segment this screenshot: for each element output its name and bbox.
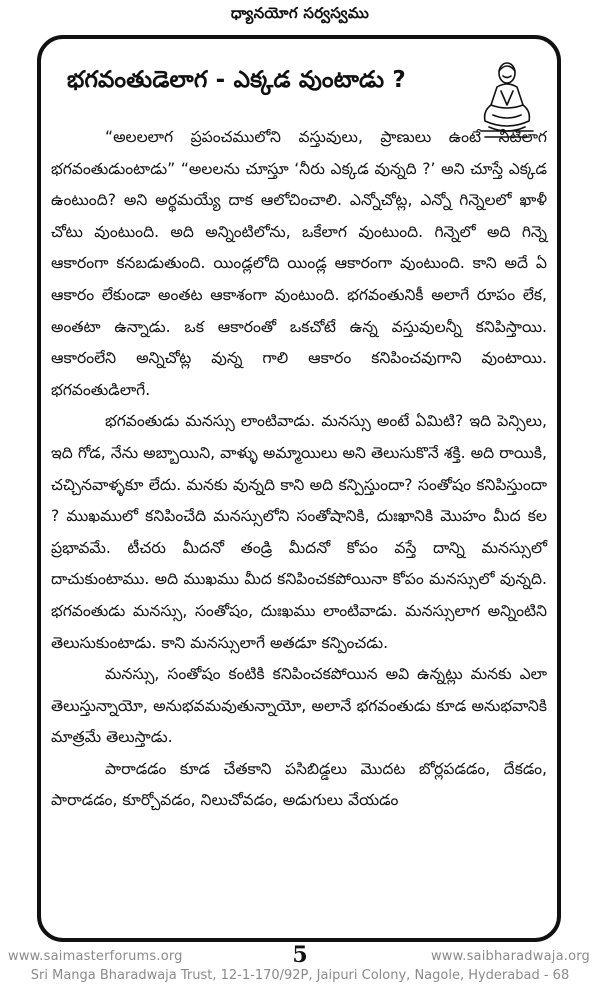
paragraph: పారాడడం కూడ చేతకాని పసిబిడ్డలు మొదట బోర్లపడడం, దేకడం, పారాడడం, కూర్చోవడం, నిలుచోవడం, అడుగులు వేయడం	[51, 759, 547, 810]
footer-site-right[interactable]: www.saibharadwaja.org	[430, 949, 590, 964]
page-frame	[37, 35, 561, 942]
article-body	[51, 122, 547, 817]
paragraph: “అలలలాగ ప్రపంచములోని వస్తువులు, ప్రాణులు ఉంటే నీటిలాగ భగవంతుడుంటాడు” “అలలను చూస్తూ ‘నీరు ఎక్కడ వున్నది ?’ అని చూస్తే ఎక్కడ ఉంటుంది? అని అర్థమయ్యే దాక ఆలోచించాలి. ఎన్నోచోట్ల, ఎన్నో గిన్నెలలో ఖాళీ చోటు వుంటుంది. అది అన్నింటిలోను, ఒకేలాగ వుంటుంది. గిన్నెలో అది గిన్నె ఆకారంగా కనబడుతుంది. యిండ్లలోది యిండ్ల ఆకారంగా వుంటుంది. కాని అదే ఏ ఆకారం లేకుండా అంతట ఆకాశంగా వుంటుంది. భగవంతునికీ అలాగే రూపం లేక, అంతటా ఉన్నాడు. ఒక ఆకారంతో ఒకచోటే ఉన్న వస్తువులన్నీ కనిపిస్తాయి. ఆకారంలేని అన్నిచోట్ల వున్న గాలి ఆకారం కనిపించవుగాని వుంటాయి. భగవంతుడిలాగే.	[51, 128, 547, 399]
running-head: ధ్యానయోగ సర్వస్వము	[230, 4, 370, 22]
footer-address: Sri Manga Bharadwaja Trust, 12-1-170/92P, Jaipuri Colony, Nagole, Hyderabad - 68	[30, 968, 570, 983]
paragraph: మనస్సు, సంతోషం కంటికి కనిపించకపోయిన అవి ఉన్నట్లు మనకు ఎలా తెలుస్తున్నాయో, అనుభవమవుతున్నాయో, అలానే భగవంతుడు కూడ అనుభవానికి మాత్రమే తెలుస్తాడు.	[51, 665, 547, 747]
page-number: 5	[292, 942, 308, 968]
footer-site-left[interactable]: www.saimasterforums.org	[8, 949, 183, 964]
paragraph: భగవంతుడు మనస్సు లాంటివాడు. మనస్సు అంటే ఏమిటి? ఇది పెన్సిలు, ఇది గోడ, నేను అబ్బాయిని, వాళ్ళు అమ్మాయిలు అని తెలుసుకొనే శక్తి. అది రాయికి, చచ్చినవాళ్ళకూ లేదు. మనకు వున్నది కాని అది కన్పిస్తుందా? సంతోషం కనిపిస్తుందా ? ముఖములో కనిపించేది మనస్సులోని సంతోషానికి, దుఃఖానికి మొహం మీద కల ప్రభావమే. టీచరు మీదనో తండ్రి మీదనో కోపం వస్తే దాన్ని మనస్సులో దాచుకుంటాము. అది ముఖము మీద కనిపించకపోయినా కోపం మనస్సులో వున్నది. భగవంతుడు మనస్సు, సంతోషం, దుఃఖము లాంటివాడు. మనస్సులాగ అన్నింటిని తెలుసుకుంటాడు. కాని మనస్సులాగే అతడూ కన్పించడు.	[51, 412, 547, 652]
chapter-title: భగవంతుడెలాగ - ఎక్కడ వుంటాడు ?	[67, 67, 406, 93]
